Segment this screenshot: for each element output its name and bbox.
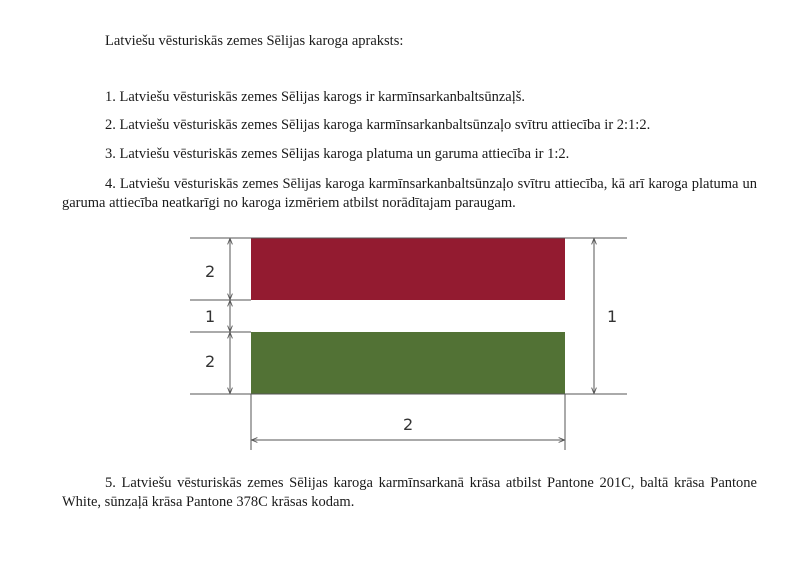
paragraph-1: 1. Latviešu vēsturiskās zemes Sēlijas karogs ir karmīnsarkanbaltsūnzaļš. [105,89,525,105]
document-heading: Latviešu vēsturiskās zemes Sēlijas karoga apraksts: [105,33,404,49]
green-stripe [251,332,565,394]
stripe-label-bottom: 2 [205,352,216,371]
crimson-stripe [251,238,565,300]
paragraph-3: 3. Latviešu vēsturiskās zemes Sēlijas karoga platuma un garuma attiecība ir 1:2. [105,146,570,162]
paragraph-4: 4. Latviešu vēsturiskās zemes Sēlijas karoga karmīnsarkanbaltsūnzaļo svītru attiecība, kā arī karoga platuma un garuma attiecība neatkarīgi no karoga izmēriem atbilst norādītajam paraugam. [62,176,757,211]
paragraph-5: 5. Latviešu vēsturiskās zemes Sēlijas karoga karmīnsarkanā krāsa atbilst Pantone 201C, baltā krāsa Pantone White, sūnzaļā krāsa Pantone 378C krāsas kodam. [62,475,757,510]
paragraph-2: 2. Latviešu vēsturiskās zemes Sēlijas karoga karmīnsarkanbaltsūnzaļo svītru attiecība ir 2:1:2. [105,117,651,133]
stripe-label-top: 2 [205,262,216,281]
width-label: 2 [403,415,414,434]
stripe-label-middle: 1 [205,307,216,326]
height-label: 1 [607,307,618,326]
